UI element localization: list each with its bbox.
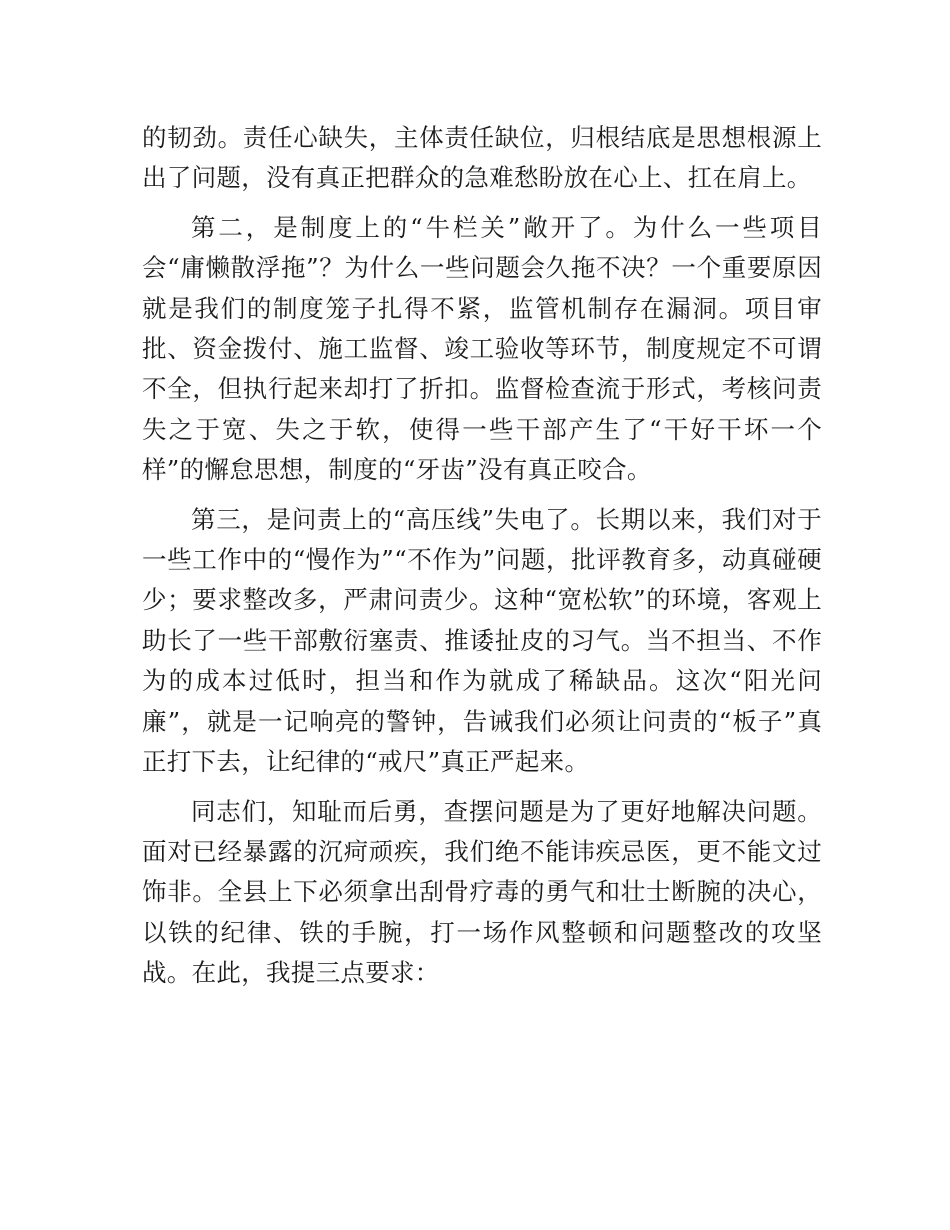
body-text [142,118,822,1003]
paragraph-third-point: 第三，是问责上的“高压线”失电了。长期以来，我们对于一些工作中的“慢作为”“不作为”问题，批评教育多，动真碰硬少；要求整改多，严肃问责少。这种“宽松软”的环境，客观上助长了一些干部敷衍塞责、推诿扯皮的习气。当不担当、不作为的成本过低时，担当和作为就成了稀缺品。这次“阳光问廉”，就是一记响亮的警钟，告诫我们必须让问责的“板子”真正打下去，让纪律的“戒尺”真正严起来。 [142,504,822,777]
paragraph-requirements-intro: 同志们，知耻而后勇，查摆问题是为了更好地解决问题。面对已经暴露的沉疴顽疾，我们绝不能讳疾忌医，更不能文过饰非。全县上下必须拿出刮骨疗毒的勇气和壮士断腕的决心，以铁的纪律、铁的手腕，打一场作风整顿和问题整改的攻坚战。在此，我提三点要求： [142,796,822,988]
paragraph-continuation: 的韧劲。责任心缺失，主体责任缺位，归根结底是思想根源上出了问题，没有真正把群众的急难愁盼放在心上、扛在肩上。 [142,123,822,193]
paragraph-second-point: 第二，是制度上的“牛栏关”敞开了。为什么一些项目会“庸懒散浮拖”？为什么一些问题会久拖不决？一个重要原因就是我们的制度笼子扎得不紧，监管机制存在漏洞。项目审批、资金拨付、施工监督、竣工验收等环节，制度规定不可谓不全，但执行起来却打了折扣。监督检查流于形式，考核问责失之于宽、失之于软，使得一些干部产生了“干好干坏一个样”的懈怠思想，制度的“牙齿”没有真正咬合。 [142,212,822,485]
